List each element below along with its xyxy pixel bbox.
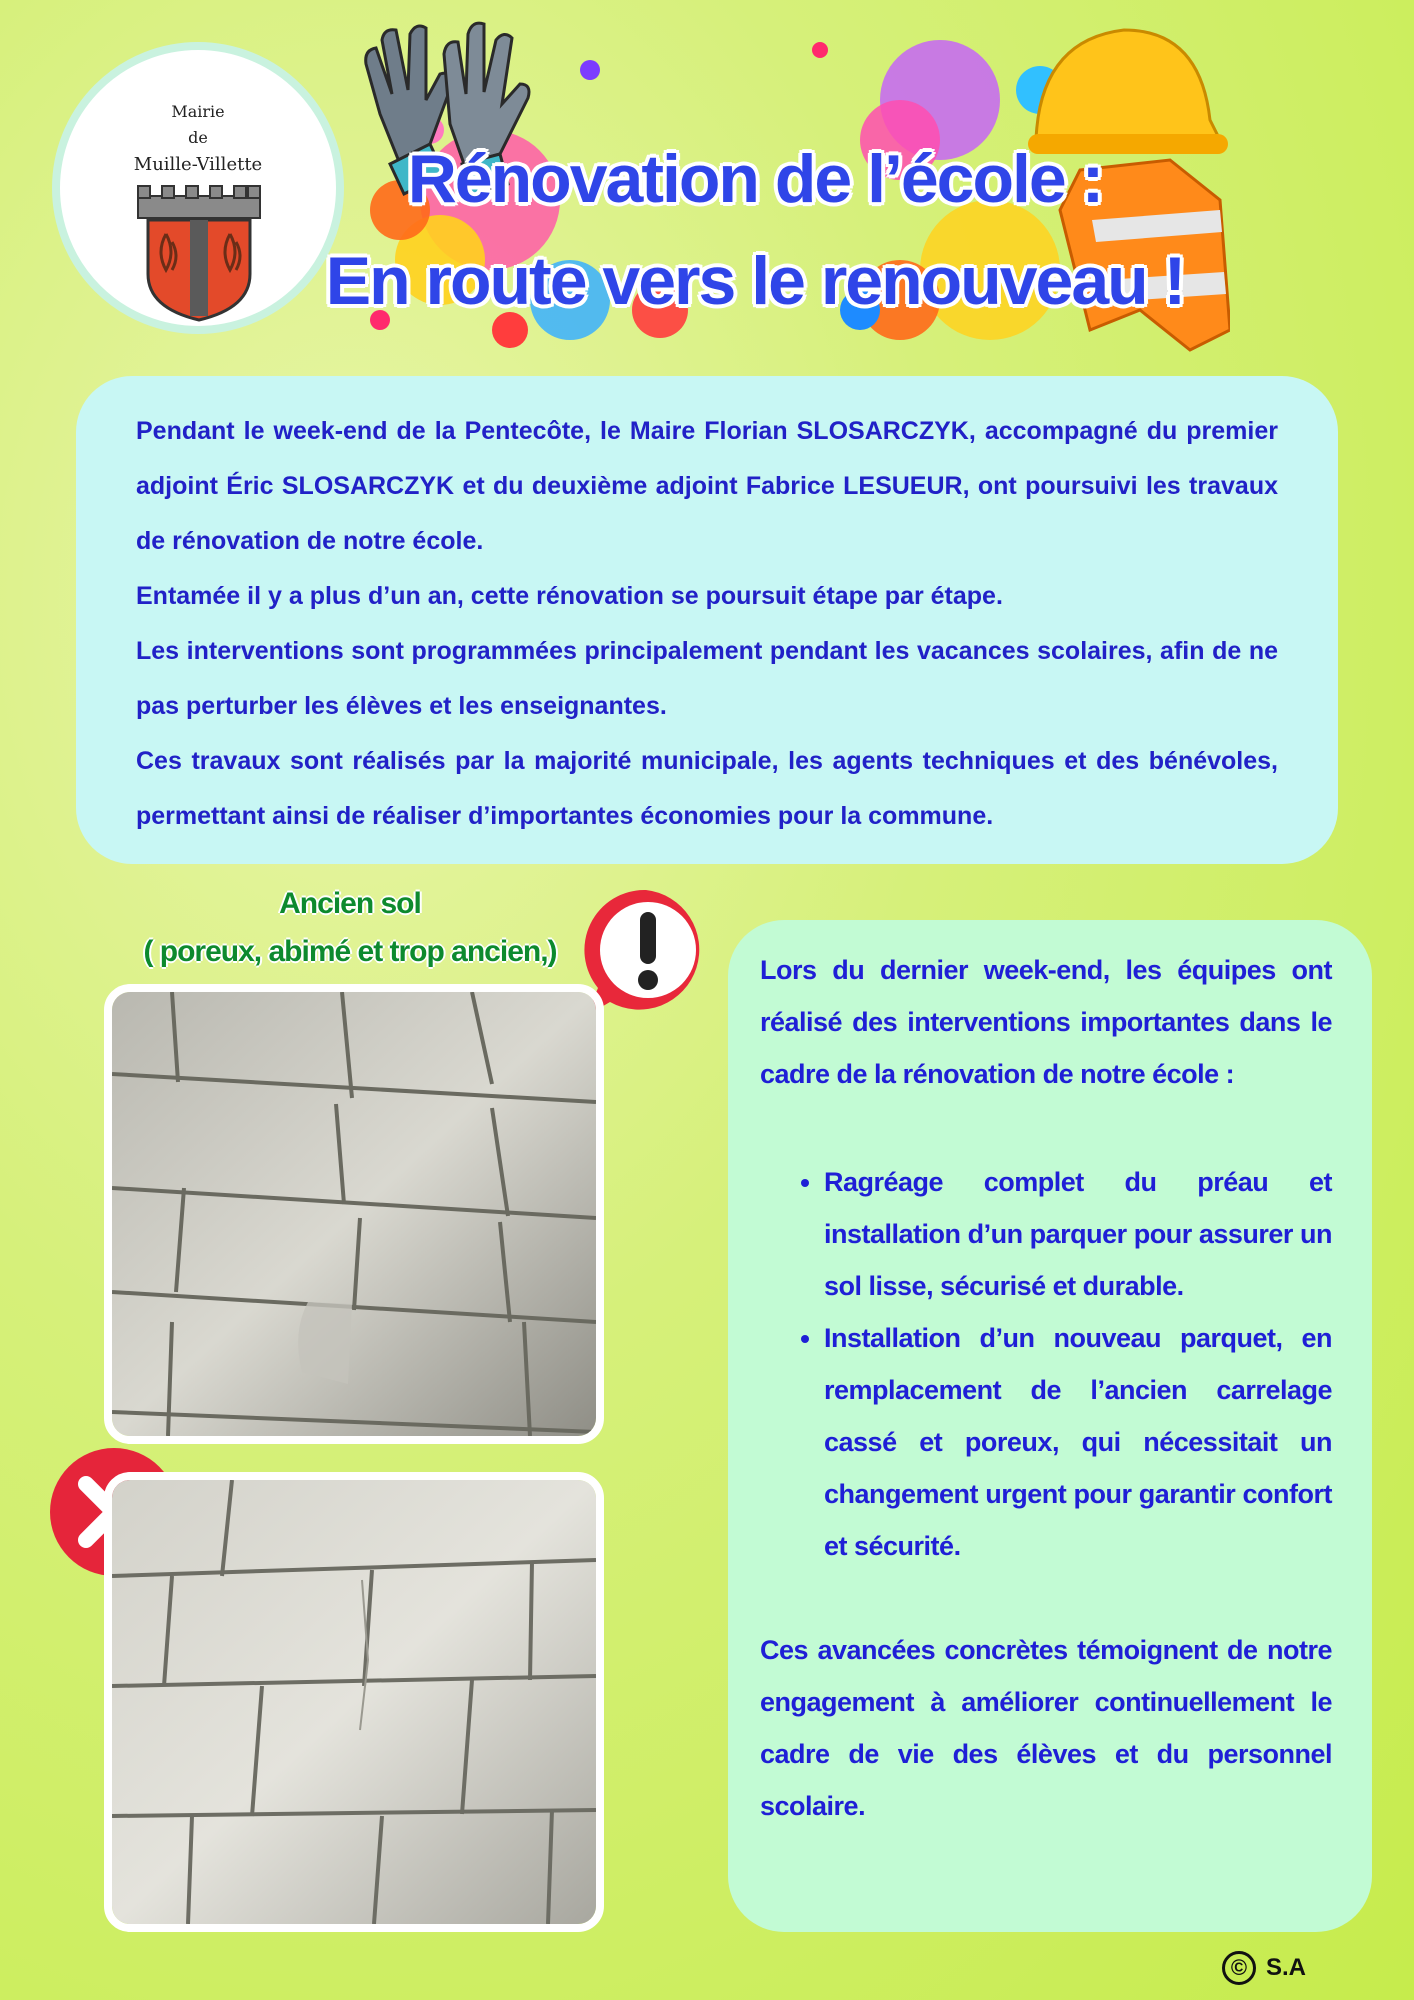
intro-paragraph: Les interventions sont programmées principalement pendant les vacances scolaires, afin de ne pas perturber les élèves et les enseignantes. (136, 637, 1278, 720)
logo-line-town: Muille-Villette (133, 154, 263, 175)
list-item: • Installation d’un nouveau parquet, en remplacement de l’ancien carrelage cassé et poreux, qui nécessitait un changement urgent pour garantir confort et sécurité. (824, 1312, 1332, 1572)
old-floor-photo-2 (104, 1472, 604, 1932)
interventions-panel (728, 920, 1372, 1932)
interventions-list (760, 1156, 1332, 1572)
page-title (300, 128, 1210, 332)
interventions-closing: Ces avancées concrètes témoignent de notre engagement à améliorer continuellement le cadre de vie des élèves et du personnel scolaire. (760, 1635, 1332, 1821)
interventions-intro: Lors du dernier week-end, les équipes ont réalisé des interventions importantes dans le cadre de la rénovation de notre école : (760, 955, 1332, 1089)
intro-paragraph: Pendant le week-end de la Pentecôte, le Maire Florian SLOSARCZYK, accompagné du premier adjoint Éric SLOSARCZYK et du deuxième adjoint Fabrice LESUEUR, ont poursuivi les travaux de rénovation de notre école. (136, 417, 1278, 555)
intro-panel (76, 376, 1338, 864)
logo-line-de: de (188, 128, 208, 147)
old-floor-caption (120, 880, 580, 976)
crest-icon (132, 182, 266, 322)
logo-line-mairie: Mairie (171, 102, 225, 121)
caption-title: Ancien sol (279, 887, 421, 920)
caption-detail: ( poreux, abimé et trop ancien,) (143, 935, 557, 968)
old-floor-photo-1 (104, 984, 604, 1444)
copyright-icon: © (1222, 1951, 1256, 1985)
intro-paragraph: Ces travaux sont réalisés par la majorité municipale, les agents techniques et des bénévoles, permettant ainsi de réaliser d’importantes économies pour la commune. (136, 747, 1278, 830)
copyright-author: S.A (1266, 1954, 1307, 1981)
title-line-2: En route vers le renouveau ! (325, 243, 1185, 319)
copyright-notice (1222, 1948, 1306, 1988)
intro-paragraph: Entamée il y a plus d’un an, cette rénovation se poursuit étape par étape. (136, 582, 1003, 610)
list-item: • Ragréage complet du préau et installation d’un parquer pour assurer un sol lisse, sécurisé et durable. (824, 1156, 1332, 1312)
title-line-1: Rénovation de l’école : (407, 141, 1103, 217)
